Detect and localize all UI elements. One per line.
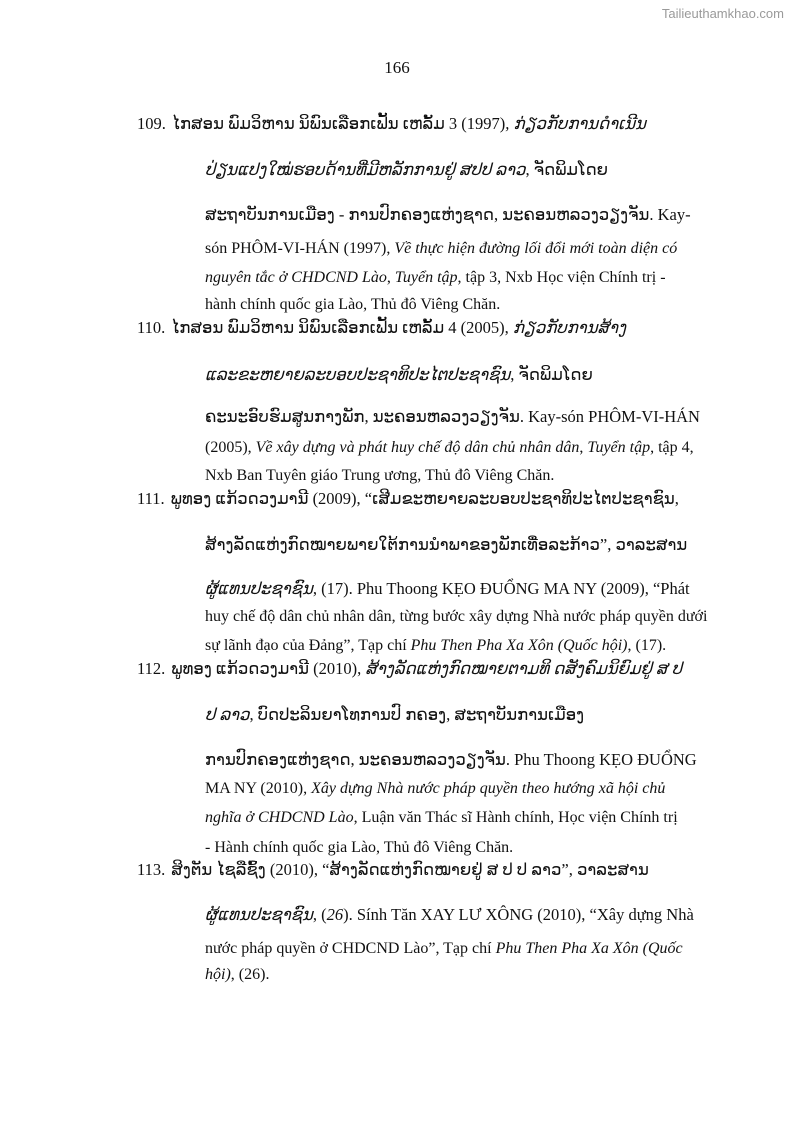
reference-line bbox=[137, 860, 649, 880]
text-segment: , Luận văn Thác sĩ Hành chính, Học viện Chính trị bbox=[353, 809, 678, 826]
reference-line bbox=[205, 966, 269, 984]
reference-line bbox=[205, 940, 683, 958]
text-segment: huy chế độ dân chủ nhân dân, từng bước xây dựng Nhà nước pháp quyền dưới bbox=[205, 608, 708, 625]
text-segment: ໄກສອນ ພົມວິຫານ ນິພົນເລືອກເຟັ້ນ ເຫລັ້ມ 4 (2005), bbox=[171, 318, 513, 337]
reference-line bbox=[205, 608, 707, 626]
reference-line bbox=[205, 269, 666, 287]
reference-line bbox=[205, 839, 513, 857]
text-segment: ສະຖາບັນການເມືອງ - ການປົກຄອງແຫ່ງຊາດ, ນະຄອນຫລວງວຽງຈັນ. Kay- bbox=[205, 205, 691, 224]
reference-line bbox=[205, 780, 665, 798]
italic-text: Xây dựng Nhà nước pháp quyền theo hướng xã hội chủ bbox=[311, 780, 666, 797]
reference-line bbox=[205, 439, 694, 457]
reference-line bbox=[205, 160, 608, 180]
text-segment: , ຈັດພິມໂດຍ bbox=[525, 160, 608, 179]
reference-line bbox=[205, 240, 677, 258]
reference-line bbox=[205, 467, 554, 485]
italic-text: , ກ່ຽວກັບການດຳເນີນ bbox=[505, 114, 647, 133]
reference-line bbox=[205, 809, 678, 827]
italic-text: nguyên tắc ở CHDCND Lào bbox=[205, 269, 387, 286]
text-segment: MA NY (2010), bbox=[205, 780, 312, 797]
reference-number: 112. bbox=[137, 659, 166, 678]
reference-number: 111. bbox=[137, 489, 165, 508]
page-number: 166 bbox=[384, 58, 410, 77]
reference-number: 113. bbox=[137, 860, 166, 879]
text-segment: ສ້າງລັດແຫ່ງກົດໝາຍພາຍໃຕ້ການນຳພາຂອງພັກເທື່ອລະກ້າວ”, ວາລະສານ bbox=[205, 535, 688, 554]
text-segment: , ຈັດພິມໂດຍ bbox=[510, 365, 593, 384]
reference-line bbox=[205, 637, 666, 655]
reference-number: 109. bbox=[137, 114, 166, 133]
text-segment: ການປົກຄອງແຫ່ງຊາດ, ນະຄອນຫລວງວຽງຈັນ. Phu Thoong KẸO ĐUỔNG bbox=[205, 750, 697, 769]
reference-line bbox=[205, 579, 690, 599]
reference-line bbox=[137, 114, 646, 134]
reference-line bbox=[205, 407, 700, 427]
text-segment: , tập 4, bbox=[650, 439, 694, 456]
text-segment: , tập 3, Nxb Học viện Chính trị - bbox=[457, 269, 666, 286]
text-segment: ສິງຕັນ ໄຊລືຊົ້ງ (2010), “ສ້າງລັດແຫ່ງກົດໝາຍຢູ່ ສ ປ ປ ລາວ”, ວາລະສານ bbox=[171, 860, 649, 879]
italic-text: ສ້າງລັດແຫ່ງກົດໝາຍຕາມທິ ດສັງຄົມນິຍົມຢູ່ ສ ປ bbox=[365, 659, 683, 678]
reference-line bbox=[205, 205, 691, 225]
italic-text: ແລະຂະຫຍາຍລະບອບປະຊາທິປະໄຕປະຊາຊົນ bbox=[205, 365, 511, 384]
italic-text: ປ ລາວ bbox=[205, 705, 250, 724]
italic-text: Tuyển tập bbox=[394, 269, 458, 286]
text-segment: , ( bbox=[312, 905, 327, 924]
text-segment: Nxb Ban Tuyên giáo Trung ương, Thủ đô Viêng Chăn. bbox=[205, 467, 555, 484]
text-segment: ຄະນະອົບຮົມສູນກາງພັກ, ນະຄອນຫລວງວຽງຈັນ. Kay-són PHÔM-VI-HÁN bbox=[205, 407, 700, 426]
italic-text: ຜູ້ແທນປະຊາຊົນ bbox=[205, 905, 313, 924]
watermark: Tailieuthamkhao.com bbox=[661, 6, 784, 21]
reference-line bbox=[137, 318, 626, 338]
text-segment: , (26). bbox=[230, 966, 270, 983]
italic-text: hội) bbox=[205, 966, 231, 983]
italic-text: ປ່ຽນແປງໃໝ່ຮອບດ້ານທີ່ມີຫລັກການຢູ່ ສປປ ລາວ bbox=[205, 160, 526, 179]
italic-text: Tuyển tập bbox=[587, 439, 651, 456]
italic-text: Về thực hiện đường lối đổi mới toàn diện có bbox=[394, 240, 678, 257]
reference-line bbox=[205, 905, 694, 925]
text-segment: nước pháp quyền ở CHDCND Lào”, Tạp chí bbox=[205, 940, 496, 957]
reference-line bbox=[137, 659, 682, 679]
italic-text: 26 bbox=[326, 905, 344, 924]
reference-line bbox=[205, 705, 584, 725]
reference-line bbox=[205, 750, 697, 770]
reference-line bbox=[137, 489, 679, 509]
italic-text: Về xây dựng và phát huy chế độ dân chủ nhân dân bbox=[255, 439, 580, 456]
text-segment: ໄກສອນ ພົມວິຫານ ນິພົນເລືອກເຟັ້ນ ເຫລັ້ມ 3 (1997) bbox=[171, 114, 506, 133]
text-segment: són PHÔM-VI-HÁN (1997), bbox=[205, 240, 395, 257]
reference-line bbox=[205, 296, 500, 314]
text-segment: ). Sính Tăn XAY LƯ XÔNG (2010), “Xây dựng Nhà bbox=[343, 905, 694, 924]
italic-text: ຜູ້ແທນປະຊາຊົນ bbox=[205, 579, 313, 598]
text-segment: hành chính quốc gia Lào, Thủ đô Viêng Chăn. bbox=[205, 296, 501, 313]
italic-text: nghĩa ở CHDCND Lào bbox=[205, 809, 354, 826]
text-segment: ພູທອງ ແກ້ວດວງມານີ (2010), bbox=[171, 659, 366, 678]
reference-number: 110. bbox=[137, 318, 166, 337]
text-segment: - Hành chính quốc gia Lào, Thủ đô Viêng Chăn. bbox=[205, 839, 514, 856]
reference-line bbox=[205, 365, 593, 385]
text-segment: , bbox=[579, 439, 588, 456]
text-segment: sự lãnh đạo của Đảng”, Tạp chí bbox=[205, 637, 411, 654]
italic-text: Phu Then Pha Xa Xôn (Quốc hội) bbox=[410, 637, 628, 654]
italic-text: Phu Then Pha Xa Xôn (Quốc bbox=[495, 940, 683, 957]
text-segment: , bbox=[386, 269, 395, 286]
text-segment: , ບົດປະລິນຍາໂທການປົ ກຄອງ, ສະຖາບັນການເມືອງ bbox=[249, 705, 585, 724]
italic-text: ກ່ຽວກັບການສ້າງ bbox=[512, 318, 627, 337]
text-segment: ພູທອງ ແກ້ວດວງມານີ (2009), “ເສີມຂະຫຍາຍລະບອບປະຊາທິປະໄຕປະຊາຊົນ, bbox=[170, 489, 679, 508]
text-segment: , (17). bbox=[627, 637, 667, 654]
text-segment: , (17). Phu Thoong KẸO ĐUỔNG MA NY (2009), “Phát bbox=[312, 579, 690, 598]
text-segment: (2005), bbox=[205, 439, 256, 456]
reference-line bbox=[205, 535, 687, 555]
